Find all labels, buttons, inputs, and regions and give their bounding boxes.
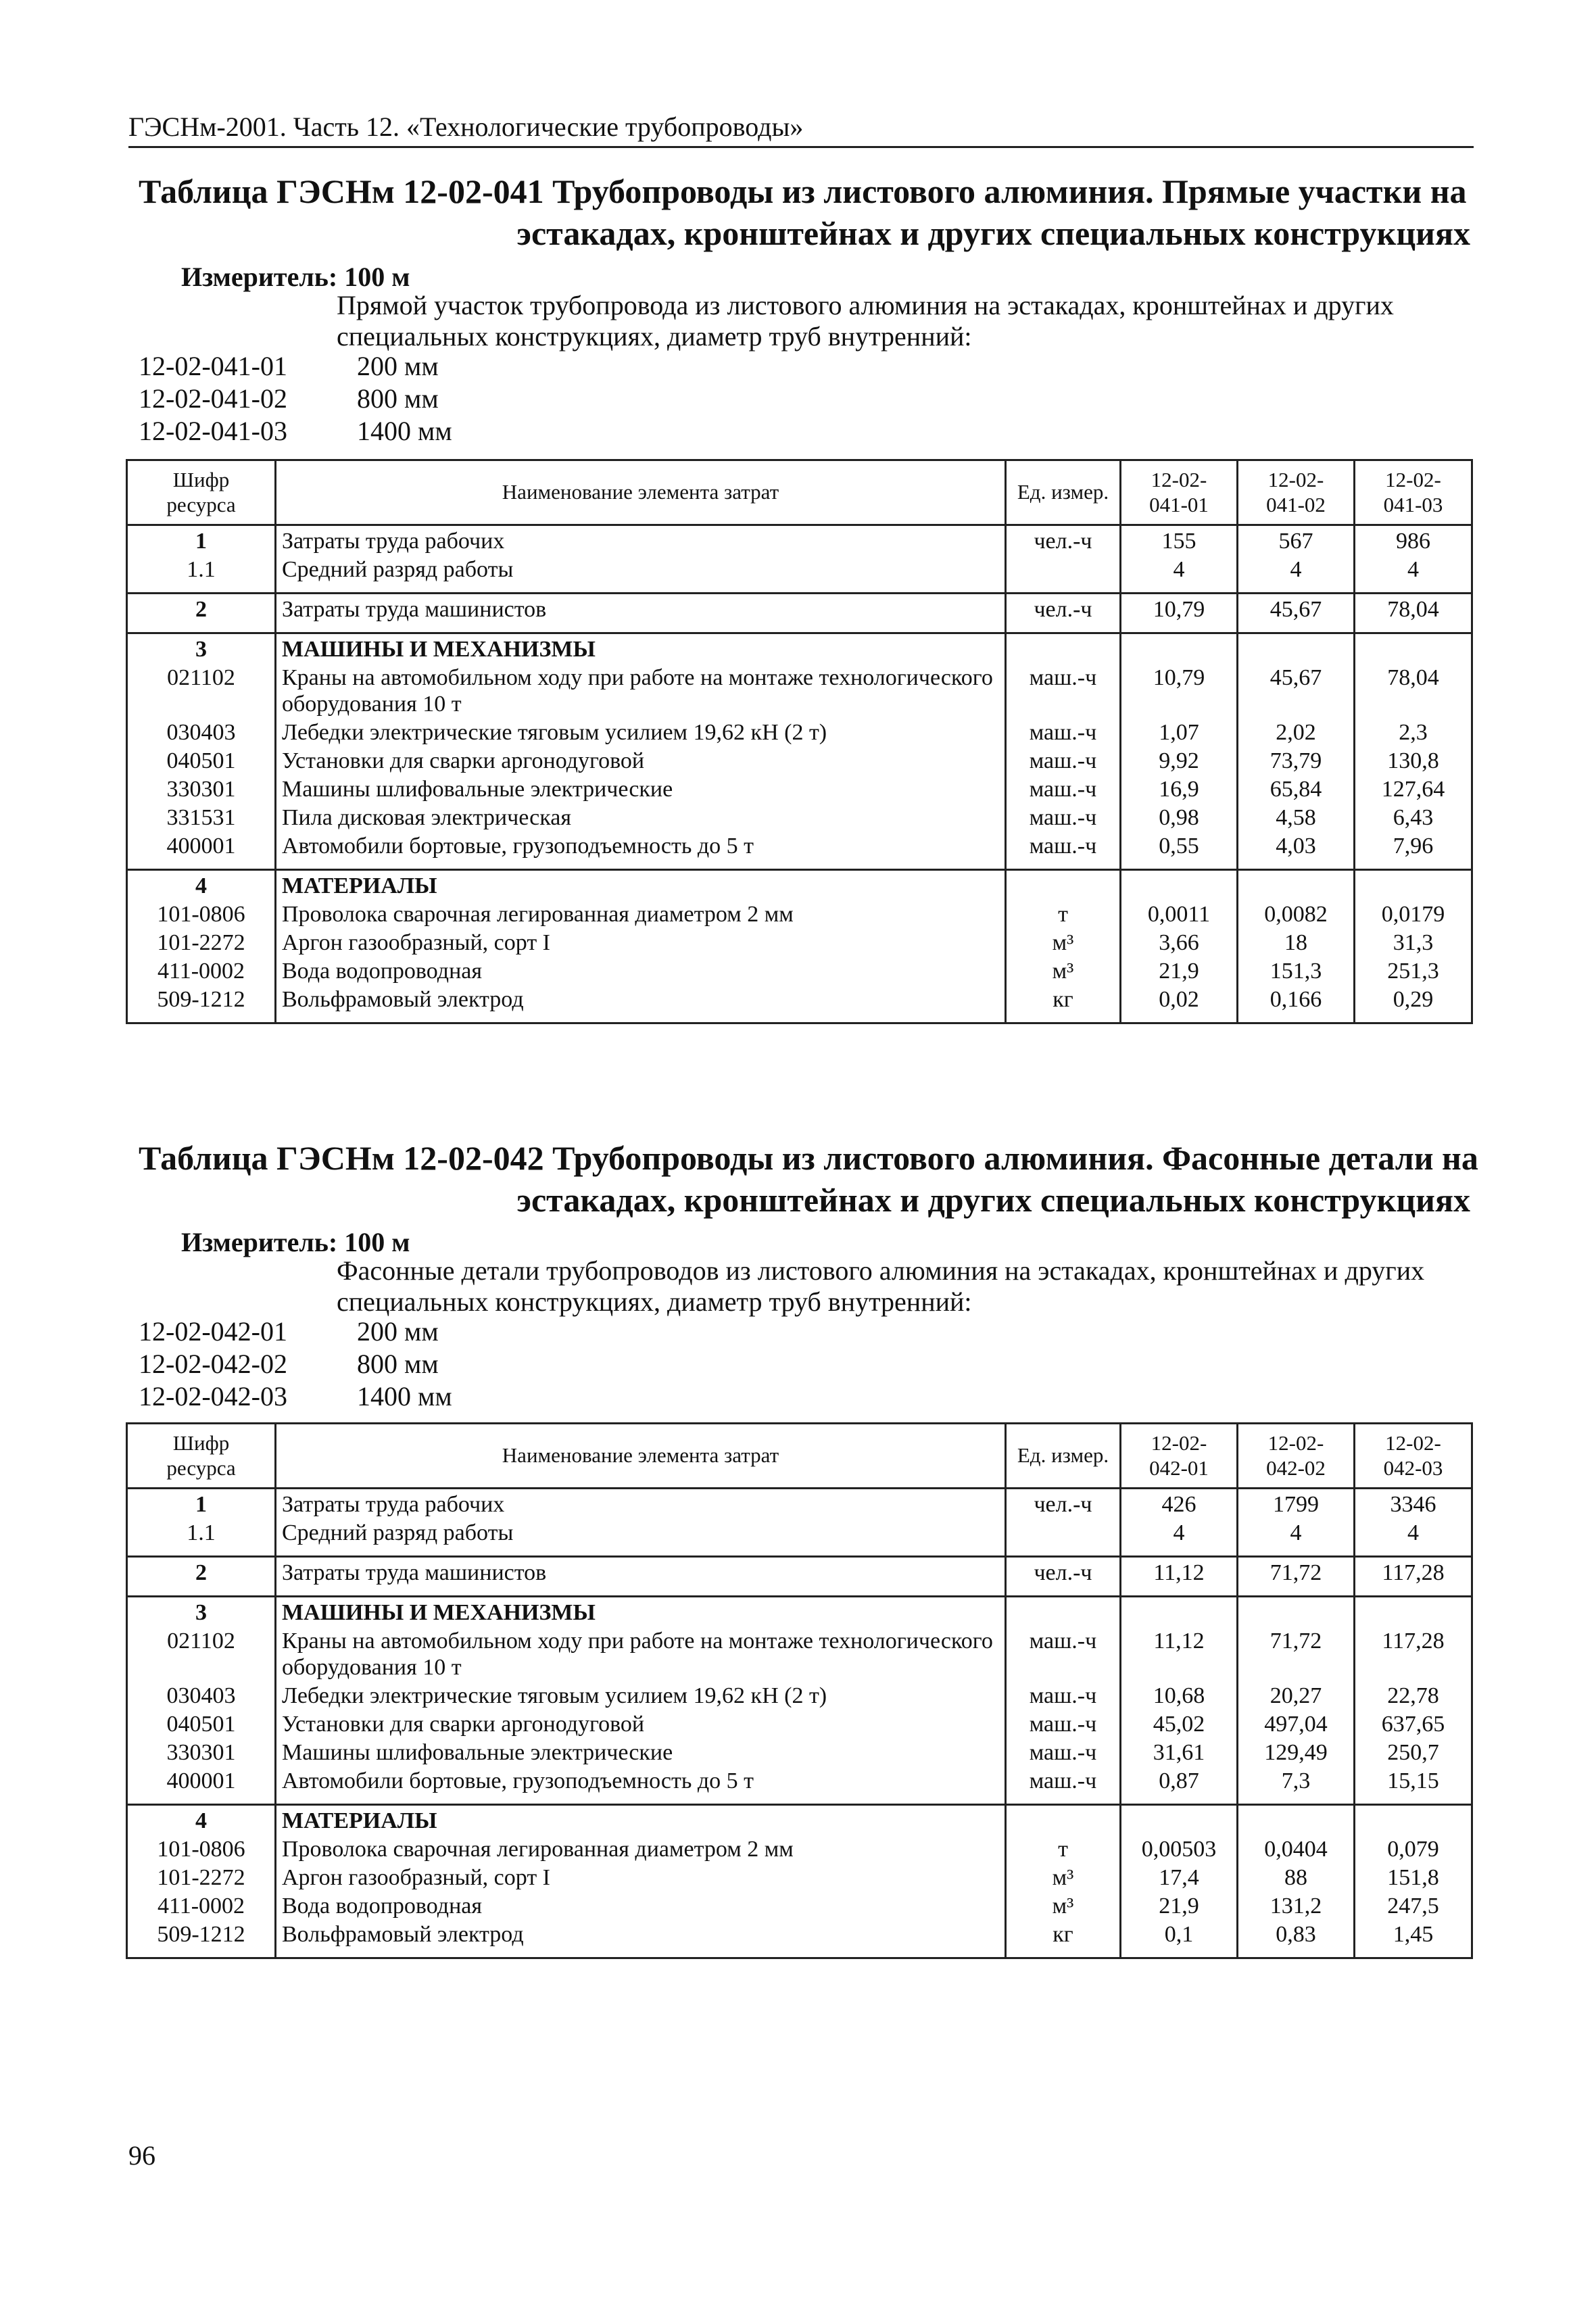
header-norm-1: 12-02- 042-01 bbox=[1121, 1424, 1238, 1489]
header-norm-2: 12-02- 042-02 bbox=[1238, 1424, 1355, 1489]
norm-value bbox=[1355, 1804, 1472, 1835]
norm-value: 0,1 bbox=[1121, 1921, 1238, 1958]
resource-code: 2 bbox=[127, 594, 276, 633]
norm-value: 151,8 bbox=[1355, 1864, 1472, 1892]
norm-value: 0,00503 bbox=[1121, 1835, 1238, 1864]
resource-unit: т bbox=[1006, 1835, 1121, 1864]
resource-code: 030403 bbox=[127, 1682, 276, 1710]
norm-value: 45,02 bbox=[1121, 1710, 1238, 1739]
resource-name: Пила дисковая электрическая bbox=[276, 804, 1006, 832]
table-row bbox=[127, 633, 1472, 665]
resource-unit: кг bbox=[1006, 1921, 1121, 1958]
table-row bbox=[127, 1892, 1472, 1921]
resource-unit: чел.-ч bbox=[1006, 1489, 1121, 1520]
table-row bbox=[127, 747, 1472, 775]
resource-unit: чел.-ч bbox=[1006, 525, 1121, 556]
resource-code: 400001 bbox=[127, 832, 276, 870]
resource-name: МАТЕРИАЛЫ bbox=[276, 1804, 1006, 1835]
table-row bbox=[127, 556, 1472, 594]
table-row bbox=[127, 719, 1472, 747]
table-title-line2: эстакадах, кронштейнах и других специальных конструкциях bbox=[516, 1181, 1470, 1219]
resource-code: 040501 bbox=[127, 747, 276, 775]
norm-value: 567 bbox=[1238, 525, 1355, 556]
table-row bbox=[127, 1835, 1472, 1864]
resource-code: 021102 bbox=[127, 1627, 276, 1681]
table-title-line1: Таблица ГЭСНм 12-02-041 Трубопроводы из листового алюминия. Прямые участки на bbox=[139, 172, 1467, 210]
header-norm-1: 12-02- 041-01 bbox=[1121, 460, 1238, 525]
norm-value: 0,079 bbox=[1355, 1835, 1472, 1864]
norm-value: 2,3 bbox=[1355, 719, 1472, 747]
resource-name: Машины шлифовальные электрические bbox=[276, 1739, 1006, 1767]
resource-code: 4 bbox=[127, 1804, 276, 1835]
resource-unit: м³ bbox=[1006, 1864, 1121, 1892]
table-row bbox=[127, 1519, 1472, 1557]
resource-code: 330301 bbox=[127, 1739, 276, 1767]
norm-value: 21,9 bbox=[1121, 957, 1238, 986]
resource-unit bbox=[1006, 1804, 1121, 1835]
table-row bbox=[127, 929, 1472, 957]
norm-value: 11,12 bbox=[1121, 1627, 1238, 1681]
table-title-line2: эстакадах, кронштейнах и других специальных конструкциях bbox=[516, 214, 1470, 252]
measure-unit: Измеритель: 100 м bbox=[181, 1227, 410, 1257]
norm-diameter: 200 мм bbox=[357, 1316, 439, 1347]
resource-name: Проволока сварочная легированная диаметром 2 мм bbox=[276, 1835, 1006, 1864]
resource-unit bbox=[1006, 633, 1121, 665]
norm-value: 9,92 bbox=[1121, 747, 1238, 775]
resource-unit: маш.-ч bbox=[1006, 775, 1121, 804]
norm-value: 0,0179 bbox=[1355, 900, 1472, 929]
resource-name: Вода водопроводная bbox=[276, 1892, 1006, 1921]
norm-value: 17,4 bbox=[1121, 1864, 1238, 1892]
norm-code: 12-02-041-02 bbox=[139, 383, 287, 414]
resource-unit: маш.-ч bbox=[1006, 1739, 1121, 1767]
norm-value: 250,7 bbox=[1355, 1739, 1472, 1767]
header-norm-3: 12-02- 041-03 bbox=[1355, 460, 1472, 525]
header-name: Наименование элемента затрат bbox=[276, 460, 1006, 525]
header-cipher: Шифр ресурса bbox=[127, 1424, 276, 1489]
table-row-group bbox=[127, 1804, 1472, 1958]
resource-name: Вольфрамовый электрод bbox=[276, 986, 1006, 1023]
resource-unit: м³ bbox=[1006, 929, 1121, 957]
norm-value bbox=[1238, 1804, 1355, 1835]
norm-value: 10,68 bbox=[1121, 1682, 1238, 1710]
norm-value: 71,72 bbox=[1238, 1627, 1355, 1681]
table-row-group bbox=[127, 1597, 1472, 1805]
norm-value bbox=[1121, 1597, 1238, 1628]
table-row bbox=[127, 1804, 1472, 1835]
table-row bbox=[127, 664, 1472, 718]
norm-value: 21,9 bbox=[1121, 1892, 1238, 1921]
resource-unit: кг bbox=[1006, 986, 1121, 1023]
page-header: ГЭСНм-2001. Часть 12. «Технологические трубопроводы» bbox=[128, 110, 1474, 148]
resource-code: 411-0002 bbox=[127, 957, 276, 986]
norm-value: 0,02 bbox=[1121, 986, 1238, 1023]
resource-unit: маш.-ч bbox=[1006, 1627, 1121, 1681]
table-row bbox=[127, 957, 1472, 986]
norm-value: 65,84 bbox=[1238, 775, 1355, 804]
norm-value: 7,96 bbox=[1355, 832, 1472, 870]
norm-value bbox=[1121, 1804, 1238, 1835]
norm-value: 78,04 bbox=[1355, 594, 1472, 633]
description-line2: специальных конструкциях, диаметр труб внутренний: bbox=[337, 321, 972, 352]
table-row bbox=[127, 804, 1472, 832]
resource-unit bbox=[1006, 1519, 1121, 1557]
resource-code: 330301 bbox=[127, 775, 276, 804]
resource-name: Затраты труда машинистов bbox=[276, 1557, 1006, 1597]
norm-value: 4 bbox=[1355, 556, 1472, 594]
norm-code: 12-02-041-03 bbox=[139, 416, 287, 446]
table-row bbox=[127, 900, 1472, 929]
norm-value: 497,04 bbox=[1238, 1710, 1355, 1739]
resource-name: Затраты труда рабочих bbox=[276, 525, 1006, 556]
resource-code: 101-2272 bbox=[127, 1864, 276, 1892]
norm-value: 986 bbox=[1355, 525, 1472, 556]
norm-value: 4 bbox=[1238, 556, 1355, 594]
resource-unit: маш.-ч bbox=[1006, 832, 1121, 870]
norm-value: 0,55 bbox=[1121, 832, 1238, 870]
norm-value: 88 bbox=[1238, 1864, 1355, 1892]
norm-value: 0,166 bbox=[1238, 986, 1355, 1023]
table-row bbox=[127, 1767, 1472, 1805]
norm-diameter: 1400 мм bbox=[357, 416, 452, 446]
norm-value: 3,66 bbox=[1121, 929, 1238, 957]
header-unit: Ед. измер. bbox=[1006, 460, 1121, 525]
resource-unit bbox=[1006, 1597, 1121, 1628]
resource-code: 400001 bbox=[127, 1767, 276, 1805]
resource-unit: маш.-ч bbox=[1006, 804, 1121, 832]
norm-value: 18 bbox=[1238, 929, 1355, 957]
table-row bbox=[127, 1557, 1472, 1597]
norm-value: 127,64 bbox=[1355, 775, 1472, 804]
norm-value: 78,04 bbox=[1355, 664, 1472, 718]
resource-code: 040501 bbox=[127, 1710, 276, 1739]
description-line2: специальных конструкциях, диаметр труб внутренний: bbox=[337, 1286, 972, 1317]
table-row bbox=[127, 870, 1472, 901]
norm-value: 1,07 bbox=[1121, 719, 1238, 747]
norm-value: 20,27 bbox=[1238, 1682, 1355, 1710]
resource-code: 3 bbox=[127, 633, 276, 665]
resource-code: 3 bbox=[127, 1597, 276, 1628]
norm-value: 247,5 bbox=[1355, 1892, 1472, 1921]
table-row bbox=[127, 1864, 1472, 1892]
resource-code: 4 bbox=[127, 870, 276, 901]
resource-code: 1 bbox=[127, 1489, 276, 1520]
resource-name: Установки для сварки аргонодуговой bbox=[276, 1710, 1006, 1739]
table-title-line1: Таблица ГЭСНм 12-02-042 Трубопроводы из листового алюминия. Фасонные детали на bbox=[139, 1139, 1478, 1177]
norm-value: 31,3 bbox=[1355, 929, 1472, 957]
resource-unit: маш.-ч bbox=[1006, 664, 1121, 718]
norm-value bbox=[1355, 870, 1472, 901]
table-row-group bbox=[127, 870, 1472, 1023]
header-norm-2: 12-02- 041-02 bbox=[1238, 460, 1355, 525]
norm-code: 12-02-042-02 bbox=[139, 1349, 287, 1379]
resource-code: 1.1 bbox=[127, 1519, 276, 1557]
norm-value: 129,49 bbox=[1238, 1739, 1355, 1767]
table-row bbox=[127, 832, 1472, 870]
table-header-row bbox=[127, 1424, 1472, 1489]
header-cipher: Шифр ресурса bbox=[127, 460, 276, 525]
resource-name: Затраты труда машинистов bbox=[276, 594, 1006, 633]
norm-code: 12-02-042-01 bbox=[139, 1316, 287, 1347]
norm-value bbox=[1121, 633, 1238, 665]
resource-unit bbox=[1006, 870, 1121, 901]
norm-value: 2,02 bbox=[1238, 719, 1355, 747]
resource-table bbox=[126, 1422, 1473, 1959]
resource-name: Лебедки электрические тяговым усилием 19,62 кН (2 т) bbox=[276, 719, 1006, 747]
norm-value: 0,87 bbox=[1121, 1767, 1238, 1805]
resource-code: 101-0806 bbox=[127, 900, 276, 929]
resource-name: МАТЕРИАЛЫ bbox=[276, 870, 1006, 901]
norm-value: 117,28 bbox=[1355, 1557, 1472, 1597]
resource-unit: м³ bbox=[1006, 957, 1121, 986]
resource-unit: т bbox=[1006, 900, 1121, 929]
norm-value: 45,67 bbox=[1238, 594, 1355, 633]
resource-unit: чел.-ч bbox=[1006, 594, 1121, 633]
norm-value: 0,0011 bbox=[1121, 900, 1238, 929]
table-row bbox=[127, 1739, 1472, 1767]
norm-value bbox=[1238, 870, 1355, 901]
norm-diameter: 1400 мм bbox=[357, 1381, 452, 1412]
table-row bbox=[127, 1627, 1472, 1681]
norm-value: 251,3 bbox=[1355, 957, 1472, 986]
resource-code: 2 bbox=[127, 1557, 276, 1597]
norm-value: 4,03 bbox=[1238, 832, 1355, 870]
resource-name: Лебедки электрические тяговым усилием 19,62 кН (2 т) bbox=[276, 1682, 1006, 1710]
norm-value: 0,98 bbox=[1121, 804, 1238, 832]
norm-value: 0,0404 bbox=[1238, 1835, 1355, 1864]
description-line1: Фасонные детали трубопроводов из листового алюминия на эстакадах, кронштейнах и других bbox=[337, 1255, 1425, 1286]
table-row bbox=[127, 1710, 1472, 1739]
resource-name: Средний разряд работы bbox=[276, 556, 1006, 594]
resource-code: 411-0002 bbox=[127, 1892, 276, 1921]
norm-code: 12-02-041-01 bbox=[139, 351, 287, 381]
resource-unit bbox=[1006, 556, 1121, 594]
norm-value: 4,58 bbox=[1238, 804, 1355, 832]
norm-value: 4 bbox=[1121, 1519, 1238, 1557]
norm-value: 22,78 bbox=[1355, 1682, 1472, 1710]
norm-value: 155 bbox=[1121, 525, 1238, 556]
norm-diameter: 800 мм bbox=[357, 1349, 439, 1379]
resource-unit: маш.-ч bbox=[1006, 1710, 1121, 1739]
resource-code: 030403 bbox=[127, 719, 276, 747]
table-row bbox=[127, 594, 1472, 633]
table-row-group bbox=[127, 525, 1472, 594]
norm-value: 11,12 bbox=[1121, 1557, 1238, 1597]
table-row-group bbox=[127, 633, 1472, 870]
resource-name: Аргон газообразный, сорт I bbox=[276, 1864, 1006, 1892]
resource-name: Краны на автомобильном ходу при работе на монтаже технологического оборудования 10 т bbox=[276, 664, 1006, 718]
norm-diameter: 200 мм bbox=[357, 351, 439, 381]
table-row bbox=[127, 1921, 1472, 1958]
norm-value: 71,72 bbox=[1238, 1557, 1355, 1597]
norm-value: 1,45 bbox=[1355, 1921, 1472, 1958]
norm-value: 426 bbox=[1121, 1489, 1238, 1520]
norm-value: 0,83 bbox=[1238, 1921, 1355, 1958]
resource-name: Автомобили бортовые, грузоподъемность до 5 т bbox=[276, 832, 1006, 870]
norm-value: 130,8 bbox=[1355, 747, 1472, 775]
resource-unit: маш.-ч bbox=[1006, 747, 1121, 775]
table-row bbox=[127, 986, 1472, 1023]
norm-value: 10,79 bbox=[1121, 664, 1238, 718]
norm-value: 4 bbox=[1121, 556, 1238, 594]
norm-code: 12-02-042-03 bbox=[139, 1381, 287, 1412]
table-row bbox=[127, 1597, 1472, 1628]
resource-code: 101-0806 bbox=[127, 1835, 276, 1864]
resource-code: 509-1212 bbox=[127, 1921, 276, 1958]
norm-value: 1799 bbox=[1238, 1489, 1355, 1520]
table-row bbox=[127, 525, 1472, 556]
norm-value: 4 bbox=[1238, 1519, 1355, 1557]
resource-code: 1.1 bbox=[127, 556, 276, 594]
norm-value: 73,79 bbox=[1238, 747, 1355, 775]
resource-name: Средний разряд работы bbox=[276, 1519, 1006, 1557]
norm-value: 7,3 bbox=[1238, 1767, 1355, 1805]
resource-name: МАШИНЫ И МЕХАНИЗМЫ bbox=[276, 633, 1006, 665]
table-row bbox=[127, 775, 1472, 804]
norm-value: 15,15 bbox=[1355, 1767, 1472, 1805]
table-header-row bbox=[127, 460, 1472, 525]
header-norm-3: 12-02- 042-03 bbox=[1355, 1424, 1472, 1489]
resource-name: Проволока сварочная легированная диаметром 2 мм bbox=[276, 900, 1006, 929]
table-row-group bbox=[127, 1557, 1472, 1597]
norm-diameter: 800 мм bbox=[357, 383, 439, 414]
norm-value: 0,29 bbox=[1355, 986, 1472, 1023]
norm-value: 151,3 bbox=[1238, 957, 1355, 986]
norm-value bbox=[1355, 633, 1472, 665]
resource-unit: маш.-ч bbox=[1006, 719, 1121, 747]
resource-name: Аргон газообразный, сорт I bbox=[276, 929, 1006, 957]
resource-name: Затраты труда рабочих bbox=[276, 1489, 1006, 1520]
norm-value: 10,79 bbox=[1121, 594, 1238, 633]
norm-value: 45,67 bbox=[1238, 664, 1355, 718]
norm-value: 637,65 bbox=[1355, 1710, 1472, 1739]
header-name: Наименование элемента затрат bbox=[276, 1424, 1006, 1489]
resource-name: Краны на автомобильном ходу при работе на монтаже технологического оборудования 10 т bbox=[276, 1627, 1006, 1681]
table-row bbox=[127, 1489, 1472, 1520]
resource-name: Вода водопроводная bbox=[276, 957, 1006, 986]
norm-value: 131,2 bbox=[1238, 1892, 1355, 1921]
resource-code: 101-2272 bbox=[127, 929, 276, 957]
resource-name: Машины шлифовальные электрические bbox=[276, 775, 1006, 804]
norm-value bbox=[1121, 870, 1238, 901]
resource-code: 509-1212 bbox=[127, 986, 276, 1023]
resource-code: 1 bbox=[127, 525, 276, 556]
resource-code: 331531 bbox=[127, 804, 276, 832]
resource-unit: маш.-ч bbox=[1006, 1767, 1121, 1805]
resource-unit: м³ bbox=[1006, 1892, 1121, 1921]
resource-name: Автомобили бортовые, грузоподъемность до 5 т bbox=[276, 1767, 1006, 1805]
resource-name: МАШИНЫ И МЕХАНИЗМЫ bbox=[276, 1597, 1006, 1628]
norm-value: 0,0082 bbox=[1238, 900, 1355, 929]
norm-value: 16,9 bbox=[1121, 775, 1238, 804]
resource-code: 021102 bbox=[127, 664, 276, 718]
norm-value bbox=[1238, 1597, 1355, 1628]
resource-name: Установки для сварки аргонодуговой bbox=[276, 747, 1006, 775]
norm-value: 6,43 bbox=[1355, 804, 1472, 832]
resource-unit: маш.-ч bbox=[1006, 1682, 1121, 1710]
resource-table bbox=[126, 459, 1473, 1024]
resource-name: Вольфрамовый электрод bbox=[276, 1921, 1006, 1958]
table-row-group bbox=[127, 594, 1472, 633]
table-row-group bbox=[127, 1489, 1472, 1557]
norm-value bbox=[1355, 1597, 1472, 1628]
measure-unit: Измеритель: 100 м bbox=[181, 262, 410, 292]
description-line1: Прямой участок трубопровода из листового алюминия на эстакадах, кронштейнах и других bbox=[337, 290, 1394, 320]
norm-value: 3346 bbox=[1355, 1489, 1472, 1520]
norm-value: 4 bbox=[1355, 1519, 1472, 1557]
page-number: 96 bbox=[128, 2140, 155, 2171]
table-row bbox=[127, 1682, 1472, 1710]
header-unit: Ед. измер. bbox=[1006, 1424, 1121, 1489]
resource-unit: чел.-ч bbox=[1006, 1557, 1121, 1597]
norm-value: 31,61 bbox=[1121, 1739, 1238, 1767]
norm-value: 117,28 bbox=[1355, 1627, 1472, 1681]
norm-value bbox=[1238, 633, 1355, 665]
